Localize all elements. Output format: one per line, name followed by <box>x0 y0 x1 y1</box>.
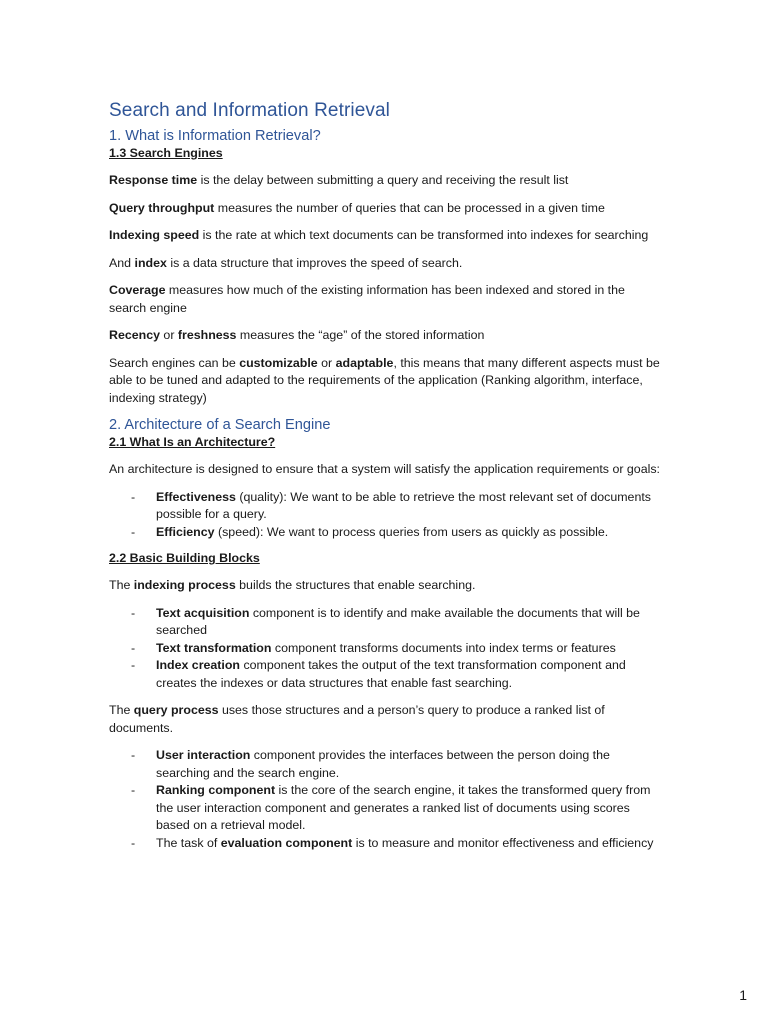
term: Recency <box>109 328 160 342</box>
text: component is to identify and make available the documents that will be searched <box>156 605 640 637</box>
term: Coverage <box>109 283 166 297</box>
text: And <box>109 255 135 270</box>
text: is the core of the search engine, it takes the transformed query from the user interaction component and generates a ranked list of documents using scores based on a retrieval model. <box>156 783 651 832</box>
section-2-heading: 2. Architecture of a Search Engine <box>109 417 331 433</box>
term: Text acquisition <box>156 605 250 620</box>
term: Index creation <box>156 658 241 672</box>
document-body <box>109 100 665 862</box>
paragraph-response-time <box>109 172 665 190</box>
subsection-2-2-heading: 2.2 Basic Building Blocks <box>109 551 260 565</box>
term: index <box>134 255 167 270</box>
paragraph-query-process <box>109 702 665 737</box>
term: evaluation component <box>220 835 353 850</box>
text: The task of <box>156 835 221 850</box>
paragraph-index <box>109 255 665 273</box>
text: or <box>159 328 178 342</box>
dash-bullet: - <box>131 524 136 539</box>
subsection-2-1-heading: 2.1 What Is an Architecture? <box>109 435 276 449</box>
text: component provides the interfaces between the person doing the searching and the search engine. <box>156 748 610 780</box>
text: or <box>317 355 336 370</box>
page-number: 1 <box>739 987 747 1003</box>
paragraph-customizable <box>109 355 665 408</box>
text: measures the number of queries that can be processed in a given time <box>214 200 605 215</box>
list-item <box>109 782 665 835</box>
text: , this means that many different aspects must be able to be tuned and adapted to the requirements of the application (Ranking algorithm, interface, indexing strategy) <box>109 355 660 405</box>
document-title: Search and Information Retrieval <box>109 100 390 121</box>
dash-bullet: - <box>131 835 136 850</box>
list-item <box>109 489 665 524</box>
list-item <box>109 605 665 640</box>
paragraph-coverage <box>109 282 665 317</box>
list-item <box>109 640 665 658</box>
architecture-goals-list <box>109 489 665 542</box>
dash-bullet: - <box>131 605 136 620</box>
text: builds the structures that enable searching. <box>235 578 476 592</box>
section-1-heading: 1. What is Information Retrieval? <box>109 128 321 144</box>
term: freshness <box>177 328 237 342</box>
text: measures the “age” of the stored information <box>236 328 485 342</box>
list-item <box>109 524 665 542</box>
text: (speed): We want to process queries from users as quickly as possible. <box>214 524 609 539</box>
dash-bullet: - <box>131 658 136 672</box>
text: component takes the output of the text transformation component and creates the indexes or data structures that enable fast searching. <box>156 658 626 690</box>
term: Efficiency <box>156 524 215 539</box>
text: Search engines can be <box>109 355 240 370</box>
paragraph-indexing-speed <box>109 227 665 245</box>
text: uses those structures and a person’s query to produce a ranked list of documents. <box>109 703 605 735</box>
term: Response time <box>109 173 198 187</box>
term: query process <box>133 703 219 717</box>
query-components-list <box>109 747 665 852</box>
term: User interaction <box>156 748 251 762</box>
dash-bullet: - <box>131 489 136 504</box>
dash-bullet: - <box>131 783 136 797</box>
list-item <box>109 657 665 692</box>
term: customizable <box>239 355 318 370</box>
term: indexing process <box>133 578 236 592</box>
text: is the rate at which text documents can be transformed into indexes for searching <box>199 228 649 242</box>
paragraph-recency <box>109 327 665 345</box>
text: The <box>109 703 134 717</box>
paragraph-query-throughput <box>109 200 665 218</box>
term: Query throughput <box>109 200 215 215</box>
term: Effectiveness <box>156 489 236 504</box>
term: adaptable <box>335 355 394 370</box>
term: Indexing speed <box>109 228 200 242</box>
text: is to measure and monitor effectiveness and efficiency <box>352 835 654 850</box>
subsection-1-3-heading: 1.3 Search Engines <box>109 146 223 160</box>
term: Text transformation <box>156 640 272 655</box>
paragraph-indexing-process <box>109 577 665 595</box>
text: The <box>109 578 134 592</box>
dash-bullet: - <box>131 748 136 762</box>
dash-bullet: - <box>131 640 136 655</box>
text: measures how much of the existing information has been indexed and stored in the search engine <box>109 283 625 315</box>
text: is a data structure that improves the speed of search. <box>166 255 463 270</box>
indexing-components-list <box>109 605 665 693</box>
text: is the delay between submitting a query and receiving the result list <box>197 173 569 187</box>
term: Ranking component <box>156 783 276 797</box>
text: (quality): We want to be able to retrieve the most relevant set of documents possible for a query. <box>156 489 651 521</box>
list-item <box>109 835 665 853</box>
list-item <box>109 747 665 782</box>
paragraph-architecture-intro: An architecture is designed to ensure that a system will satisfy the application requirements or goals: <box>109 462 660 476</box>
text: component transforms documents into index terms or features <box>271 640 616 655</box>
